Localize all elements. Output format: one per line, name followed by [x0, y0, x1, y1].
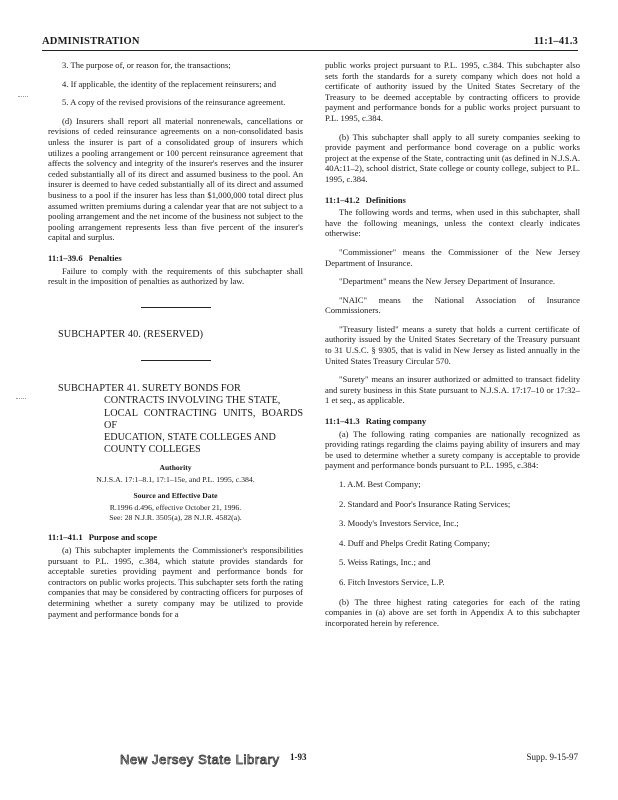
definition: "Department" means the New Jersey Department of Insurance. [339, 276, 556, 287]
definition: "Treasury listed" means a surety that holds a current certificate of authority issued by the United States Secretary of the Treasury pursuant to 31 U.S.C. § 9305, that is valid in New Jersey as listed annually in the United States Treasury Circular 570. [325, 323, 580, 366]
paragraph: (b) This subchapter shall apply to all surety companies seeking to provide payment and performance bond coverage on a public works project at the expense of the State, contracting unit (as defined in N.J.S.A. 40A:11–2), school district, State college or county college, subject to P.L. 1995, c.384. [325, 131, 580, 184]
subchapter-heading-line: EDUCATION, STATE COLLEGES AND [104, 432, 276, 444]
list-item: 3. Moody's Investors Service, Inc.; [339, 518, 459, 529]
rating-company-list [325, 479, 580, 588]
section-number: 11:1–39.6 [48, 252, 83, 263]
section-title: Rating company [365, 416, 427, 427]
section-heading [48, 532, 303, 543]
authority-text: N.J.S.A. 17:1–8.1, 17:1–15e, and P.L. 1995, c.384. [96, 475, 255, 485]
paragraph: Failure to comply with the requirements of this subchapter shall result in the imposition of penalties as authorized by law. [48, 265, 303, 287]
section-title: Purpose and scope [88, 532, 158, 543]
list-item: 1. A.M. Best Company; [339, 479, 421, 489]
list-item: 6. Fitch Investors Service, L.P. [339, 576, 445, 587]
paragraph: (a) This subchapter implements the Commissioner's responsibilities pursuant to P.L. 1995, c.384, which statute provides standards for acceptable sureties providing payment and performance bonds for contractors on public works projects. This subchapter sets forth the rating companies that may be considered by contracting officers for purposes of determining whether a surety company may be utilized to provide payment and performance bonds for a [48, 545, 303, 619]
right-column [325, 60, 580, 636]
section-number: 11:1–41.3 [325, 416, 360, 427]
margin-mark [18, 96, 28, 97]
paragraph: public works project pursuant to P.L. 1995, c.384. This subchapter also sets forth the standards for a surety company which does not hold a certificate of authority issued by the United States Secretary of the Treasury to be deemed acceptable by contracting officers to provide payment and performance bonds for a public works project pursuant to P.L. 1995, c.384. [325, 60, 580, 123]
divider [141, 360, 211, 361]
library-watermark: New Jersey State Library [120, 752, 280, 767]
header-title: ADMINISTRATION [42, 36, 140, 47]
list-item: 4. Duff and Phelps Credit Rating Company; [339, 537, 490, 548]
divider [141, 307, 211, 308]
section-number: 11:1–41.1 [48, 532, 83, 543]
paragraph: 4. If applicable, the identity of the replacement reinsurers; and [62, 78, 277, 89]
margin-mark [16, 398, 26, 399]
running-header [42, 36, 578, 51]
subchapter-heading [58, 383, 303, 456]
section-number: 11:1–41.2 [325, 194, 360, 205]
paragraph: 5. A copy of the revised provisions of the reinsurance agreement. [62, 97, 286, 108]
source-heading: Source and Effective Date [133, 490, 218, 500]
paragraph: (a) The following rating companies are nationally recognized as providing ratings regarding the claims paying ability of insurers and may be used to determine whether a surety company is acceptable to provide payment and performance bonds pursuant to P.L. 1995, c.384: [325, 428, 580, 471]
paragraph: The following words and terms, when used in this subchapter, shall have the following meanings, unless the context clearly indicates otherwise: [325, 207, 580, 239]
definition: "Commissioner" means the Commissioner of the New Jersey Department of Insurance. [325, 246, 580, 268]
source-text: See: 28 N.J.R. 3505(a), 28 N.J.R. 4582(a). [109, 512, 242, 522]
subchapter-heading-line: LOCAL CONTRACTING UNITS, BOARDS OF [104, 407, 303, 431]
section-heading [325, 416, 580, 427]
page-number: 1-93 [290, 752, 307, 762]
supplement-date: Supp. 9-15-97 [526, 752, 578, 762]
source-text: R.1996 d.496, effective October 21, 1996. [109, 503, 242, 513]
authority-heading: Authority [159, 462, 192, 472]
section-title: Penalties [88, 252, 122, 263]
paragraph: (b) The three highest rating categories for each of the rating companies in (a) above are set forth in Appendix A to this subchapter incorporated herein by reference. [325, 596, 580, 628]
subchapter-heading-line: SUBCHAPTER 41. SURETY BONDS FOR [58, 383, 241, 395]
definition: "NAIC" means the National Association of Insurance Commissioners. [325, 294, 580, 316]
paragraph: 3. The purpose of, or reason for, the transactions; [62, 60, 231, 70]
list-item: 5. Weiss Ratings, Inc.; and [339, 557, 431, 568]
list-item: 2. Standard and Poor's Insurance Rating Services; [339, 498, 511, 509]
subchapter-heading: SUBCHAPTER 40. (RESERVED) [58, 328, 204, 340]
paragraph: (d) Insurers shall report all material nonrenewals, cancellations or revisions of ceded reinsurance agreements on a non-consolidated basis unless the insurer is part of a consolidated group of insurers which utilizes a pooling arrangement or 100 percent reinsurance agreement that affects the solvency and integrity of the insurer's reserves and the insurer ceded substantially all of its direct and assumed business to the pool. An insurer is deemed to have ceded substantially all of its direct and assumed business to a pool if the insurer has less than $1,000,000 total direct plus assumed written premiums during a calendar year that are not subject to a pooling arrangement and the net income of the business not subject to the pooling arrangement represents less than five percent of the insurer's capital and surplus. [48, 115, 303, 243]
section-title: Definitions [365, 194, 406, 205]
subchapter-heading-line: CONTRACTS INVOLVING THE STATE, [104, 395, 281, 407]
left-column [48, 60, 303, 627]
section-heading [325, 195, 580, 206]
definition: "Surety" means an insurer authorized or admitted to transact fidelity and surety business in this State pursuant to N.J.S.A. 17:17–10 or 17:32–1 et seq., as applicable. [325, 374, 580, 406]
section-heading [48, 253, 303, 264]
subchapter-heading-line: COUNTY COLLEGES [104, 444, 201, 456]
header-section-range: 11:1–41.3 [533, 36, 578, 47]
